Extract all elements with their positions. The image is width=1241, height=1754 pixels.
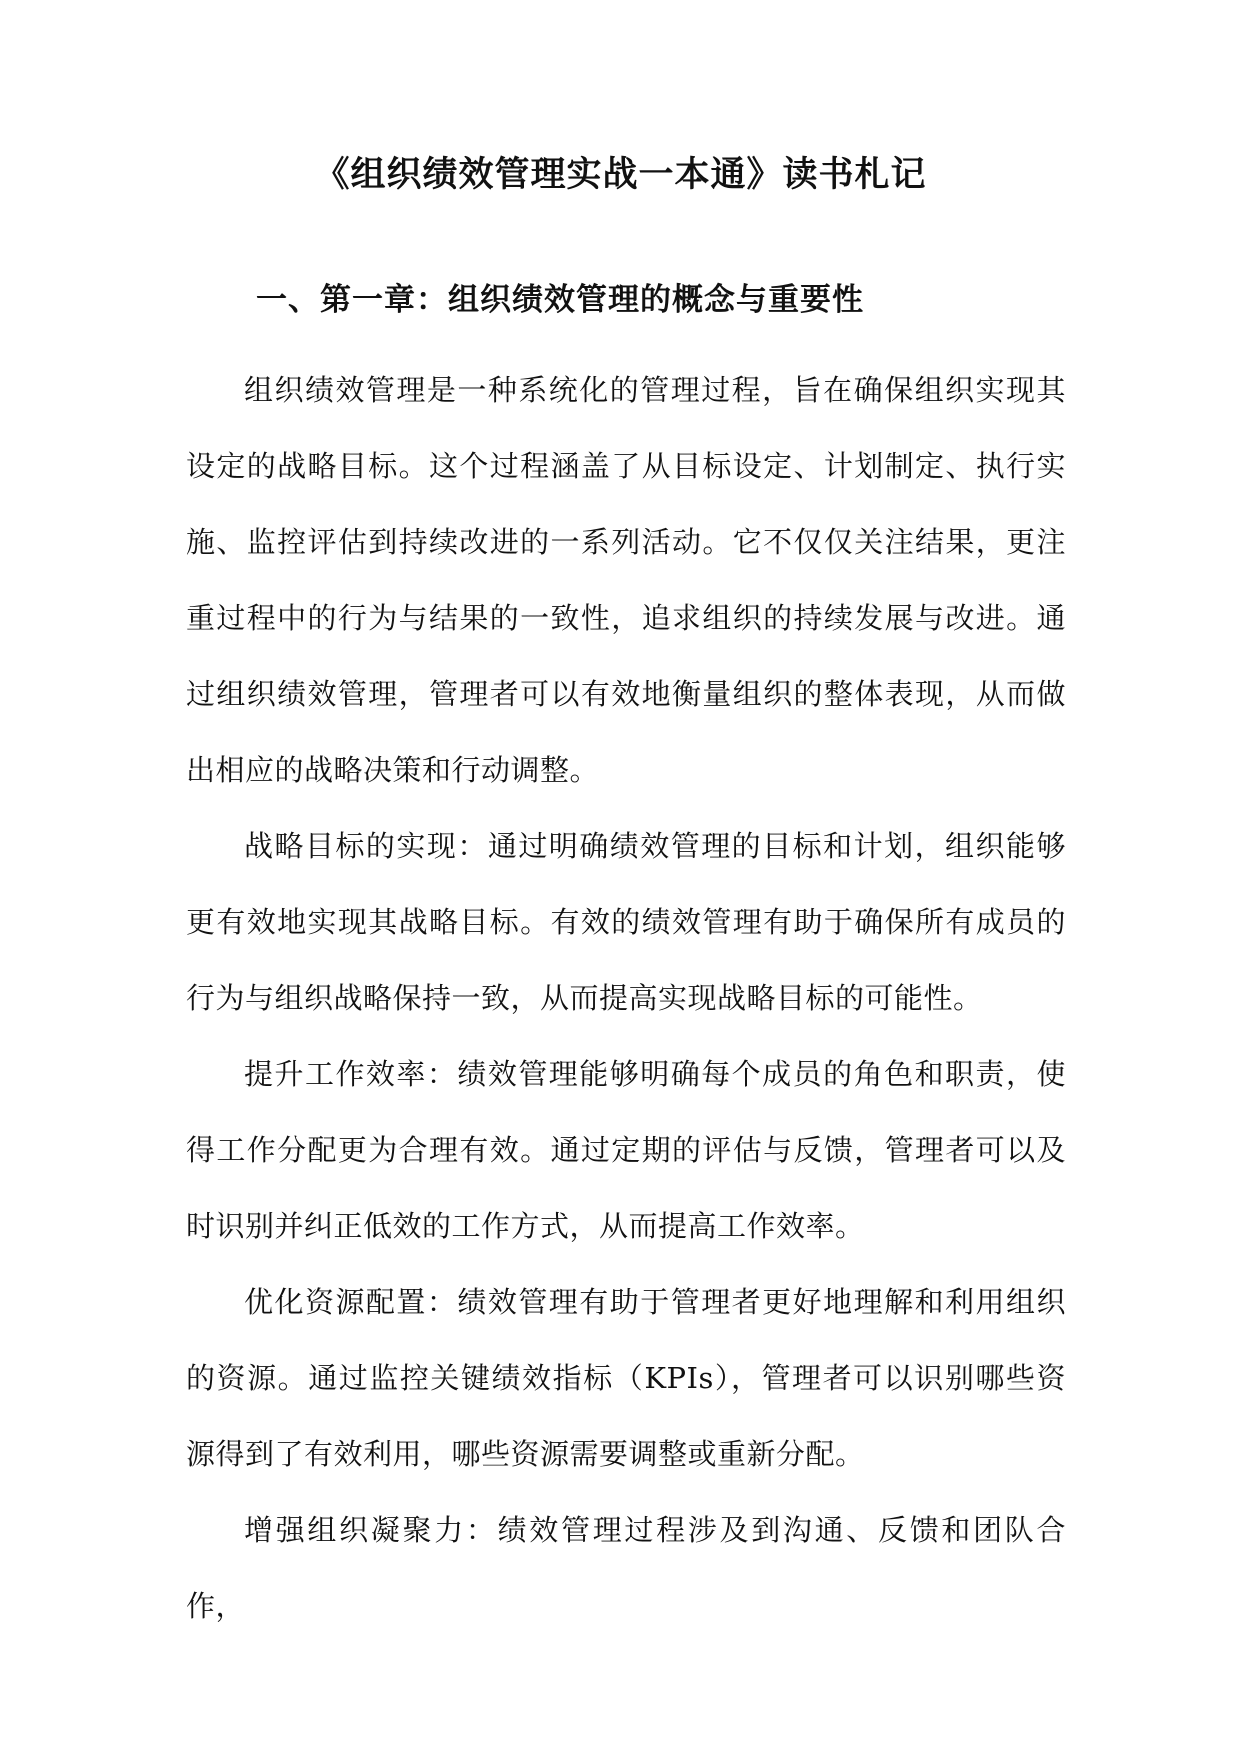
section-heading: 一、第一章：组织绩效管理的概念与重要性 <box>256 282 864 318</box>
document-title: 《组织绩效管理实战一本通》读书札记 <box>314 154 927 195</box>
paragraph-work-efficiency: 提升工作效率：绩效管理能够明确每个成员的角色和职责，使得工作分配更为合理有效。通过定期的评估与反馈，管理者可以及时识别并纠正低效的工作方式，从而提高工作效率。 <box>186 1057 1066 1243</box>
paragraph-resource-allocation: 优化资源配置：绩效管理有助于管理者更好地理解和利用组织的资源。通过监控关键绩效指标（KPIs），管理者可以识别哪些资源得到了有效利用，哪些资源需要调整或重新分配。 <box>186 1285 1066 1471</box>
document-body <box>186 352 1066 1644</box>
paragraph-definition: 组织绩效管理是一种系统化的管理过程，旨在确保组织实现其设定的战略目标。这个过程涵盖了从目标设定、计划制定、执行实施、监控评估到持续改进的一系列活动。它不仅仅关注结果，更注重过程中的行为与结果的一致性，追求组织的持续发展与改进。通过组织绩效管理，管理者可以有效地衡量组织的整体表现，从而做出相应的战略决策和行动调整。 <box>186 373 1066 787</box>
paragraph-cohesion: 增强组织凝聚力：绩效管理过程涉及到沟通、反馈和团队合作， <box>186 1513 1066 1623</box>
paragraph-strategic-goals: 战略目标的实现：通过明确绩效管理的目标和计划，组织能够更有效地实现其战略目标。有效的绩效管理有助于确保所有成员的行为与组织战略保持一致，从而提高实现战略目标的可能性。 <box>186 829 1066 1015</box>
